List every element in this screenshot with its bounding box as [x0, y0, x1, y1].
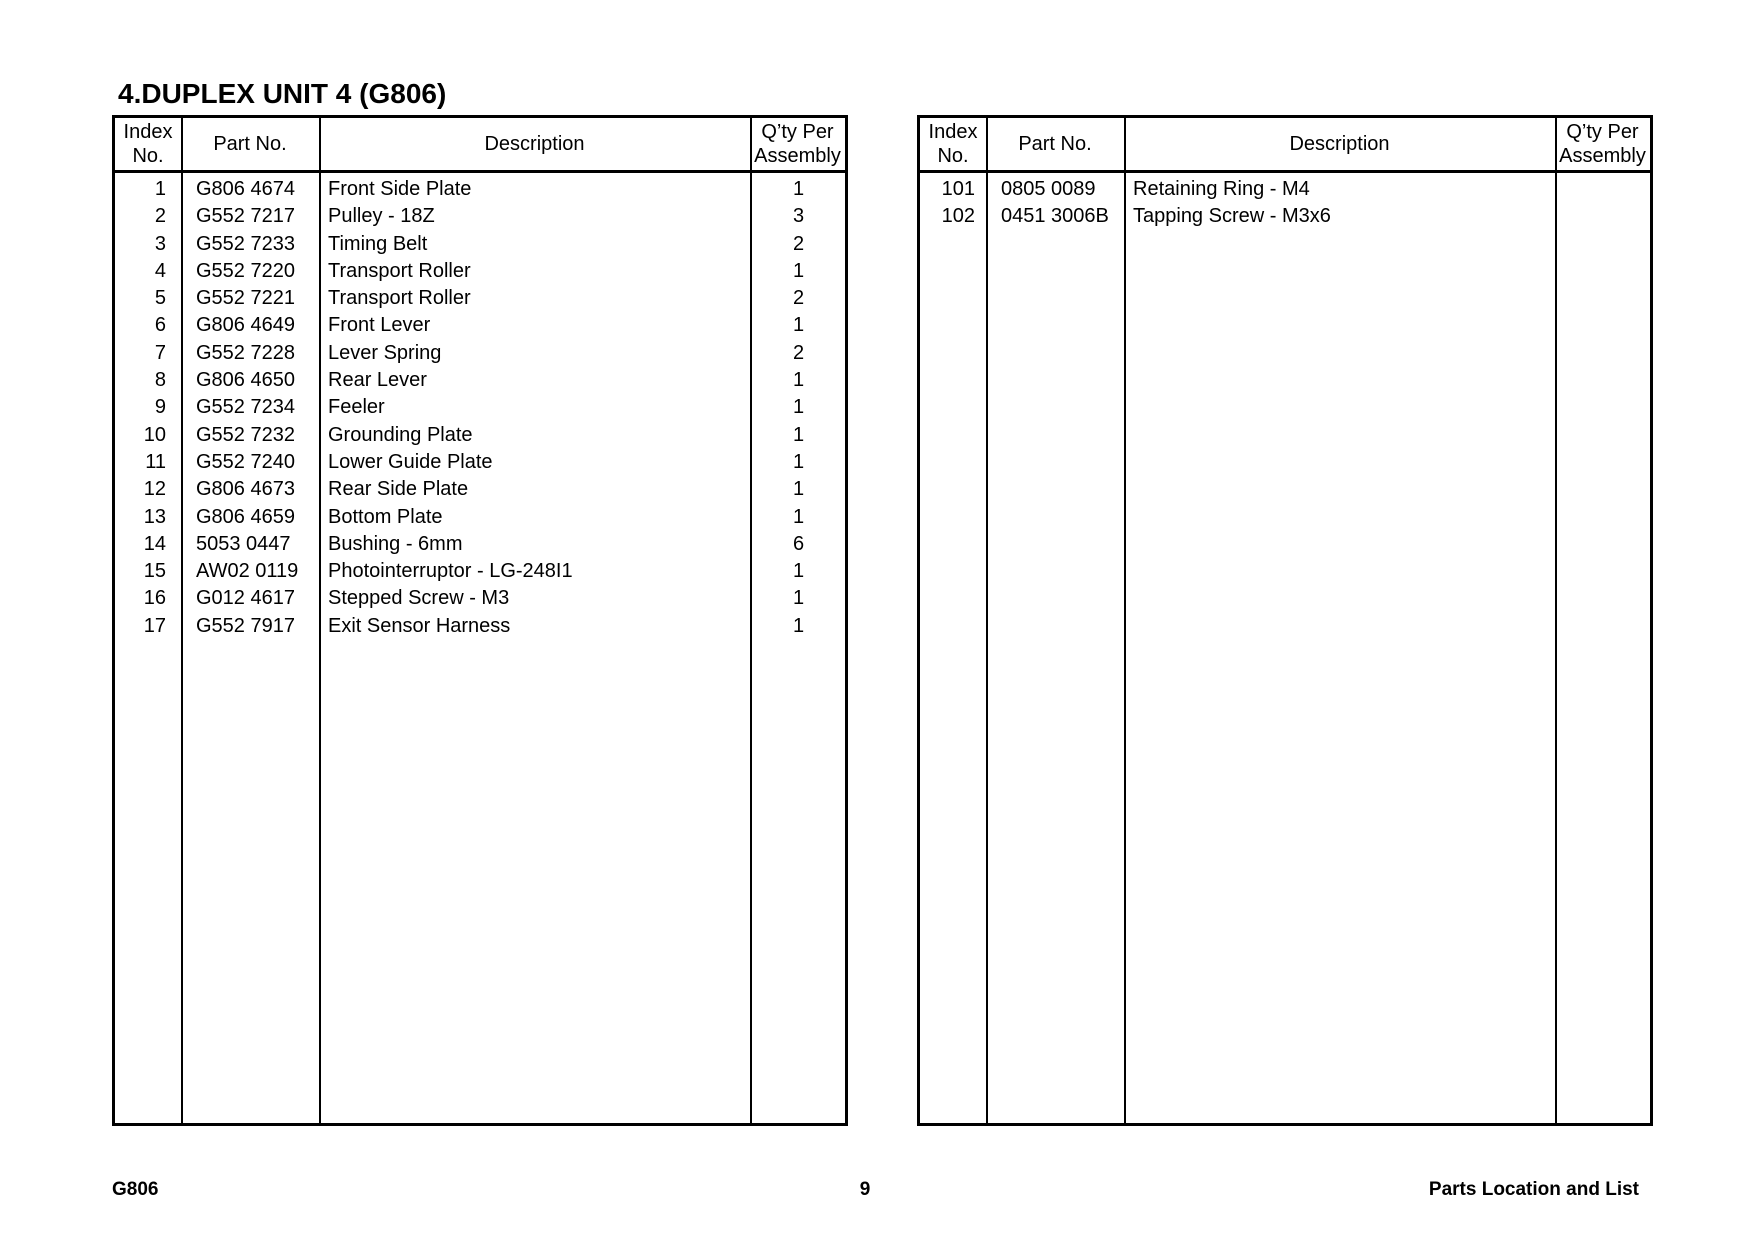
header-index-line1: Index: [928, 121, 978, 143]
table-row: [115, 422, 845, 449]
part-no-cell: G552 7232: [196, 423, 295, 446]
index-cell: 5: [154, 287, 166, 310]
qty-cell: 6: [792, 532, 805, 555]
table-row: [115, 340, 845, 367]
index-cell: 8: [154, 369, 166, 392]
header-qty-line1: Q’ty Per: [1566, 121, 1639, 143]
description-cell: Tapping Screw - M3x6: [1133, 205, 1331, 228]
parts-table-right: [917, 115, 1653, 1126]
qty-cell: 1: [792, 396, 805, 419]
description-cell: Transport Roller: [328, 287, 471, 310]
qty-cell: 2: [792, 232, 805, 255]
index-cell: 102: [941, 205, 975, 228]
header-index-line2: No.: [937, 145, 969, 167]
qty-cell: 2: [792, 287, 805, 310]
description-cell: Pulley - 18Z: [328, 205, 435, 228]
part-no-cell: G552 7917: [196, 614, 295, 637]
part-no-cell: G552 7240: [196, 450, 295, 473]
column-divider: [1555, 118, 1557, 1123]
header-part-no: Part No.: [213, 133, 287, 155]
table-row: [115, 613, 845, 640]
description-cell: Rear Side Plate: [328, 478, 469, 501]
footer-model: G806: [112, 1179, 159, 1200]
table-row: [115, 231, 845, 258]
part-no-cell: 5053 0447: [196, 532, 291, 555]
description-cell: Feeler: [328, 396, 385, 419]
page-title: 4.DUPLEX UNIT 4 (G806): [118, 78, 447, 109]
qty-cell: 1: [792, 423, 805, 446]
header-index: [115, 118, 181, 170]
part-no-cell: G012 4617: [196, 587, 295, 610]
table-row: [115, 558, 845, 585]
description-cell: Lower Guide Plate: [328, 450, 493, 473]
footer-page-number: 9: [859, 1179, 871, 1200]
description-cell: Grounding Plate: [328, 423, 473, 446]
header-qty: [750, 118, 845, 170]
index-cell: 7: [154, 341, 166, 364]
part-no-cell: AW02 0119: [196, 560, 299, 583]
part-no-cell: G806 4659: [196, 505, 295, 528]
description-cell: Front Lever: [328, 314, 431, 337]
header-divider: [115, 170, 845, 173]
qty-cell: 2: [792, 341, 805, 364]
part-no-cell: G552 7234: [196, 396, 295, 419]
table-row: [115, 285, 845, 312]
table-row: [115, 203, 845, 230]
part-no-cell: G552 7228: [196, 341, 295, 364]
part-no-cell: 0451 3006B: [1001, 205, 1109, 228]
description-cell: Timing Belt: [328, 232, 428, 255]
description-cell: Retaining Ring - M4: [1133, 178, 1310, 200]
column-divider: [1124, 118, 1126, 1123]
qty-cell: 1: [792, 614, 805, 637]
header-qty-line2: Assembly: [1559, 145, 1646, 167]
header-qty-line2: Assembly: [754, 145, 841, 167]
index-cell: 1: [154, 178, 166, 200]
header-index-line2: No.: [132, 145, 164, 167]
part-no-cell: G552 7217: [196, 205, 295, 228]
index-cell: 6: [154, 314, 166, 337]
part-no-cell: G806 4674: [196, 178, 295, 200]
table-row: [920, 203, 1650, 230]
qty-cell: 1: [792, 450, 805, 473]
table-row: [115, 476, 845, 503]
index-cell: 101: [941, 178, 975, 200]
part-no-cell: G806 4673: [196, 478, 295, 501]
index-cell: 10: [143, 423, 166, 446]
index-cell: 15: [143, 560, 166, 583]
index-cell: 3: [154, 232, 166, 255]
index-cell: 16: [143, 587, 166, 610]
table-row: [115, 531, 845, 558]
header-description: Description: [1289, 133, 1390, 155]
part-no-cell: G552 7221: [196, 287, 295, 310]
index-cell: 2: [154, 205, 166, 228]
index-cell: 12: [143, 478, 166, 501]
table-row: [115, 585, 845, 612]
table-row: [920, 176, 1650, 203]
header-part-no: Part No.: [1018, 133, 1092, 155]
qty-cell: 1: [792, 369, 805, 392]
description-cell: Stepped Screw - M3: [328, 587, 510, 610]
table-row: [115, 312, 845, 339]
part-no-cell: G806 4650: [196, 369, 295, 392]
qty-cell: 1: [792, 505, 805, 528]
header-index-line1: Index: [123, 121, 173, 143]
qty-cell: 3: [792, 205, 805, 228]
header-qty: [1555, 118, 1650, 170]
index-cell: 17: [143, 614, 166, 637]
table-row: [115, 504, 845, 531]
header-index: [920, 118, 986, 170]
qty-cell: 1: [792, 259, 805, 282]
qty-cell: 1: [792, 314, 805, 337]
description-cell: Transport Roller: [328, 259, 471, 282]
description-cell: Front Side Plate: [328, 178, 472, 200]
qty-cell: 1: [792, 587, 805, 610]
header-description: Description: [484, 133, 585, 155]
index-cell: 13: [143, 505, 166, 528]
index-cell: 14: [143, 532, 166, 555]
description-cell: Rear Lever: [328, 369, 427, 392]
column-divider: [986, 118, 988, 1123]
header-divider: [920, 170, 1650, 173]
table-row: [115, 176, 845, 203]
header-qty-line1: Q’ty Per: [761, 121, 834, 143]
table-row: [115, 258, 845, 285]
footer-section-title: Parts Location and List: [1428, 1179, 1639, 1200]
table-body-left: [115, 176, 845, 640]
qty-cell: 1: [792, 478, 805, 501]
description-cell: Photointerruptor - LG-248I1: [328, 560, 573, 583]
table-body-right: [920, 176, 1650, 231]
part-no-cell: G552 7220: [196, 259, 295, 282]
table-row: [115, 367, 845, 394]
description-cell: Bushing - 6mm: [328, 532, 463, 555]
qty-cell: 1: [792, 560, 805, 583]
index-cell: 11: [145, 450, 166, 473]
description-cell: Lever Spring: [328, 341, 442, 364]
description-cell: Bottom Plate: [328, 505, 443, 528]
table-row: [115, 394, 845, 421]
part-no-cell: G806 4649: [196, 314, 295, 337]
description-cell: Exit Sensor Harness: [328, 614, 511, 637]
index-cell: 9: [154, 396, 166, 419]
index-cell: 4: [154, 259, 166, 282]
parts-table-left: [112, 115, 848, 1126]
qty-cell: 1: [792, 178, 805, 200]
part-no-cell: 0805 0089: [1001, 178, 1096, 200]
table-row: [115, 449, 845, 476]
part-no-cell: G552 7233: [196, 232, 295, 255]
